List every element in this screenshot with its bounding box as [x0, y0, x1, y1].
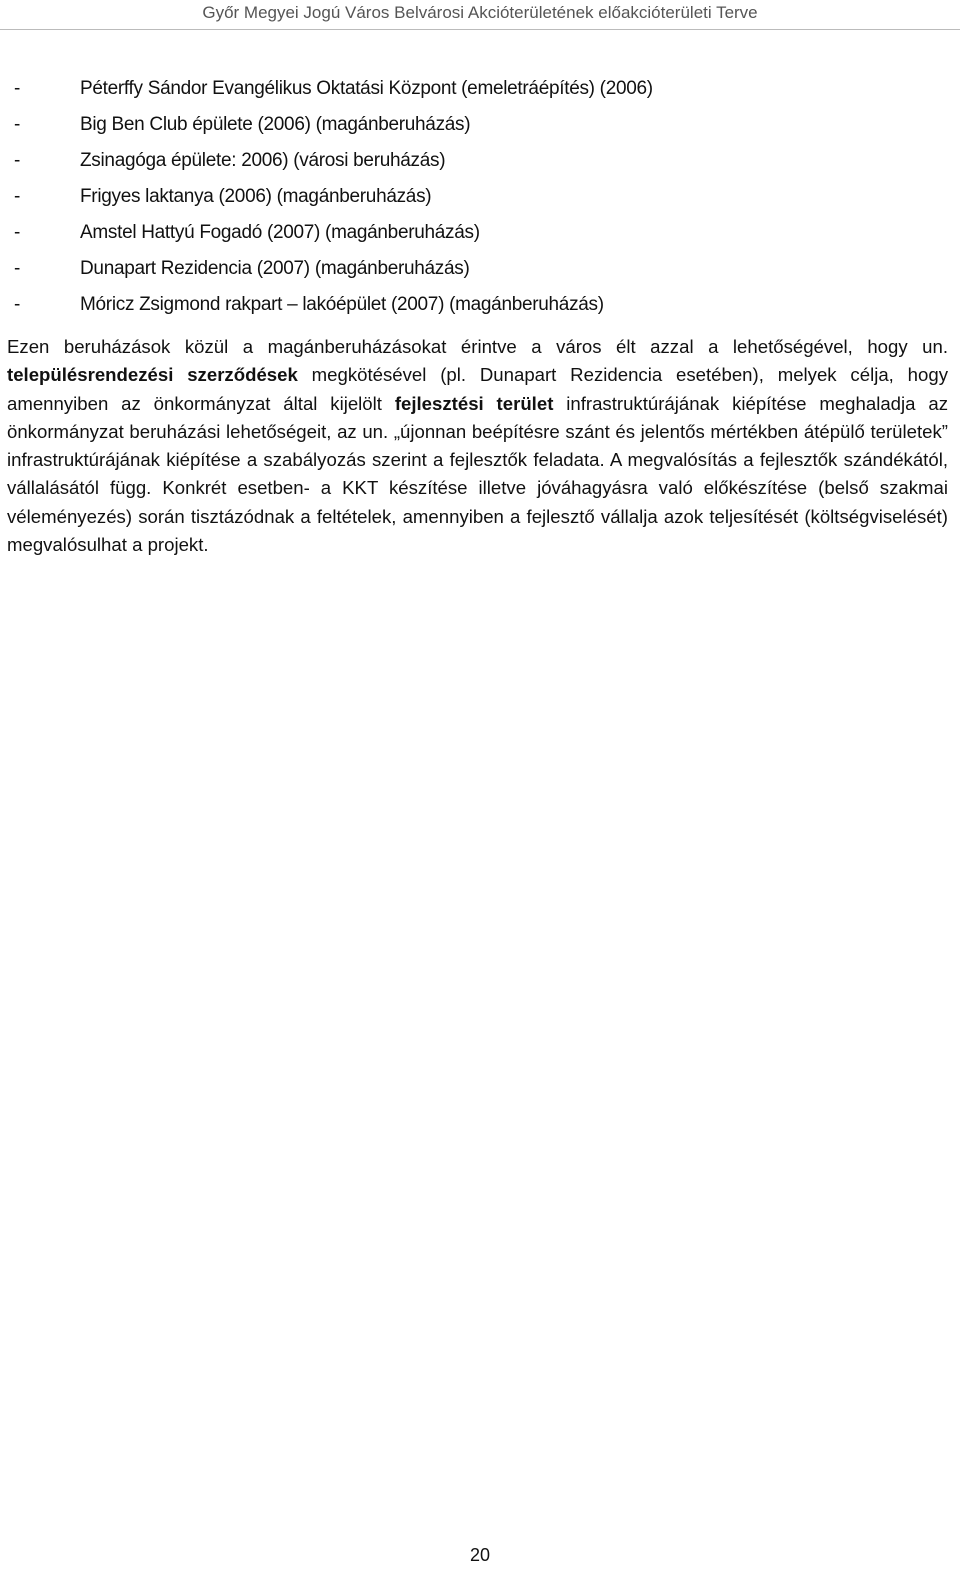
- list-item: [14, 251, 934, 287]
- list-item-text: Amstel Hattyú Fogadó (2007) (magánberuházás): [80, 222, 480, 243]
- list-dash: -: [14, 222, 21, 243]
- list-dash: -: [14, 78, 21, 99]
- list-item-text: Big Ben Club épülete (2006) (magánberuházás): [80, 114, 471, 135]
- list-dash: -: [14, 150, 21, 171]
- project-list: [14, 71, 934, 323]
- list-item: [14, 71, 934, 107]
- header-rule: [0, 29, 960, 30]
- list-dash: -: [14, 114, 21, 135]
- list-item: [14, 287, 934, 323]
- list-item: [14, 143, 934, 179]
- list-item: [14, 179, 934, 215]
- body-paragraph: [7, 333, 948, 559]
- page-number: 20: [469, 1545, 491, 1565]
- bold-term-development-area: fejlesztési terület: [394, 392, 554, 414]
- list-item-text: Móricz Zsigmond rakpart – lakóépület (2007) (magánberuházás): [80, 294, 604, 315]
- list-dash: -: [14, 294, 21, 315]
- list-item: [14, 215, 934, 251]
- list-item-text: Frigyes laktanya (2006) (magánberuházás): [80, 186, 432, 207]
- paragraph-text: infrastruktúrájának kiépítése meghaladja az önkormányzat beruházási lehetőségeit, az un. „újonnan beépítésre szánt és jelentős mértékben átépülő területek” infrastruktúrájának kiépítése a szabályozás szerint a fejlesztők feladata. A megvalósítás a fejlesztők szándékától, vállalásától függ. Konkrét esetben- a KKT készítése illetve jóváhagyásra való előkészítése (belső szakmai véleményezés) során tisztázódnak a feltételek, amennyiben a fejlesztő vállalja azok teljesítését (költségviselését) megvalósulhat a projekt.: [7, 392, 948, 556]
- list-item-text: Péterffy Sándor Evangélikus Oktatási Központ (emeletráépítés) (2006): [80, 78, 653, 99]
- list-item: [14, 107, 934, 143]
- list-dash: -: [14, 258, 21, 279]
- list-item-text: Zsinagóga épülete: 2006) (városi beruházás): [80, 150, 446, 171]
- paragraph-text: Ezen beruházások közül a magánberuházásokat érintve a város élt azzal a lehetőségével, hogy un.: [7, 336, 948, 357]
- list-item-text: Dunapart Rezidencia (2007) (magánberuházás): [80, 258, 470, 279]
- paragraph-text: megkötésével (pl. Dunapart Rezidencia esetében), melyek célja, hogy amennyiben az önkormányzat által kijelölt: [7, 364, 948, 414]
- bold-term-contracts: településrendezési szerződések: [7, 364, 298, 386]
- list-dash: -: [14, 186, 21, 207]
- running-header: Győr Megyei Jogú Város Belvárosi Akcióterületének előakcióterületi Terve: [202, 3, 758, 22]
